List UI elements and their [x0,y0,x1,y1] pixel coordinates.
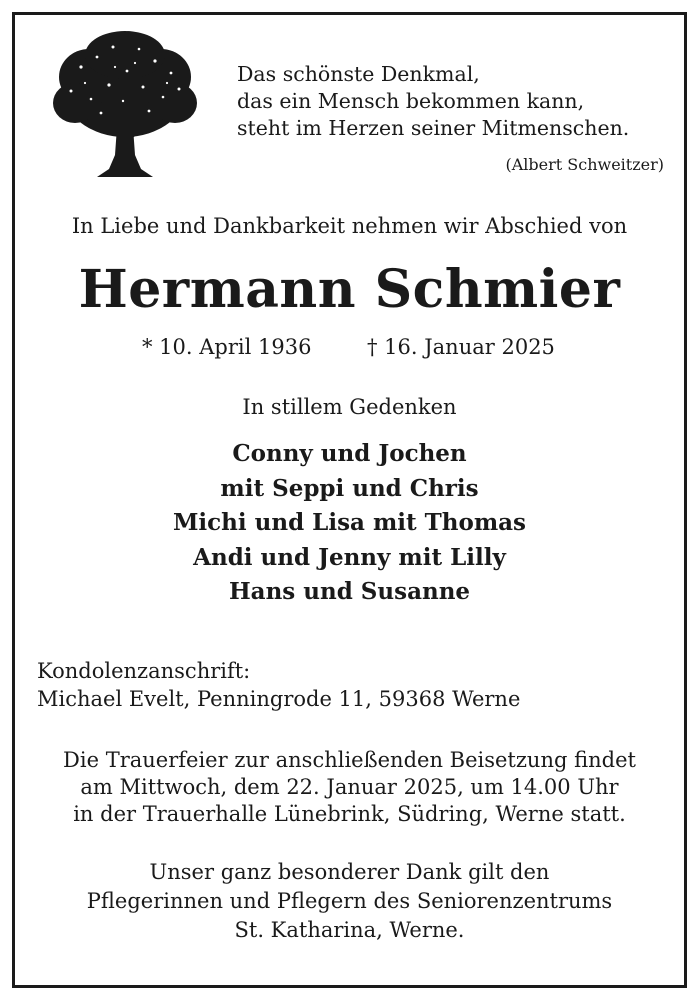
service-line: in der Trauerhalle Lünebrink, Südring, Werne statt. [73,802,626,826]
mourner-line: mit Seppi und Chris [220,474,479,502]
birth-date: * 10. April 1936 [142,335,312,359]
service-line: am Mittwoch, dem 22. Januar 2025, um 14.00 Uhr [80,775,619,799]
mourner-line: Hans und Susanne [228,578,471,605]
quote-line: Das schönste Denkmal, [237,62,480,86]
quote-line: steht im Herzen seiner Mitmenschen. [237,116,630,140]
mourner-line: Conny und Jochen [232,440,467,467]
funeral-service-info [15,747,684,828]
condolence-address-line: Michael Evelt, Penningrode 11, 59368 Werne [37,687,521,711]
obituary-notice [12,12,687,988]
memory-heading: In stillem Gedenken [242,395,457,419]
condolence-address [37,657,520,713]
mourner-line: Michi und Lisa mit Thomas [172,509,527,536]
quote [237,61,677,142]
thanks-line: St. Katharina, Werne. [234,918,465,942]
death-date: † 16. Januar 2025 [367,335,555,359]
intro-text: In Liebe und Dankbarkeit nehmen wir Abschied von [71,214,628,238]
tree-icon [51,27,199,183]
thanks-text [15,858,684,945]
condolence-label: Kondolenzanschrift: [37,659,251,683]
quote-line: das ein Mensch bekommen kann, [237,89,585,113]
thanks-line: Unser ganz besonderer Dank gilt den [149,860,550,884]
quote-author: (Albert Schweitzer) [505,155,664,174]
mourner-line: Andi und Jenny mit Lilly [193,543,506,571]
mourners-list [15,437,684,610]
deceased-name: Hermann Schmier [78,259,621,320]
service-line: Die Trauerfeier zur anschließenden Beisetzung findet [63,748,636,772]
thanks-line: Pflegerinnen und Pflegern des Seniorenzentrums [86,889,613,913]
